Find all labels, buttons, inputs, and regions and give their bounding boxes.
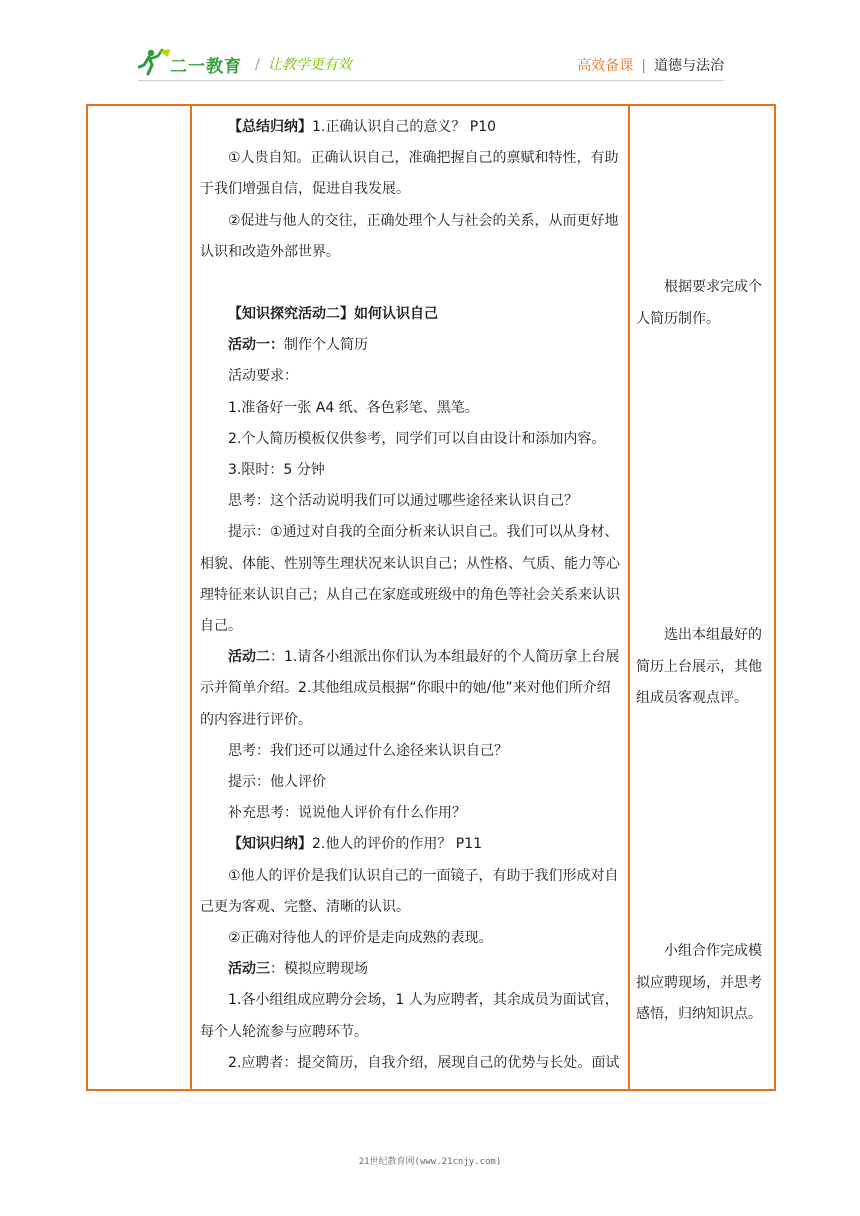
paragraph-gap [200, 268, 624, 299]
subject-label: 道德与法治 [654, 58, 724, 74]
teacher-paragraph [200, 517, 624, 642]
teacher-paragraph [200, 861, 624, 923]
body-text: 思考：这个活动说明我们可以通过哪些途径来认识自己？ [228, 493, 578, 510]
teacher-paragraph [200, 642, 624, 736]
teacher-paragraph [200, 361, 624, 392]
body-text: 3.限时：5 分钟 [228, 462, 325, 479]
lesson-table [86, 104, 776, 1091]
body-text: 1.正确认识自己的意义？ P10 [312, 119, 497, 135]
teacher-activity-column [200, 112, 624, 1079]
bold-heading-text: 【知识归纳】 [228, 836, 312, 853]
body-text: ②促进与他人的交往，正确处理个人与社会的关系，从而更好地认识和改造外部世界。 [200, 212, 619, 260]
slogan: / 让教学更有效 [255, 57, 352, 73]
body-text: ：1.请各小组派出你们认为本组最好的个人简历拿上台展示并简单介绍。2.其他组成员根据“你眼中的她/他”来对他们所介绍的内容进行评价。 [200, 649, 620, 728]
teacher-paragraph [200, 923, 624, 954]
body-text: ①他人的评价是我们认识自己的一面镜子，有助于我们形成对自己更为客观、完整、清晰的认识。 [200, 867, 619, 915]
bold-heading-text: 活动一： [228, 337, 284, 354]
header-right: 高效备课 | 道德与法治 [577, 58, 724, 74]
teacher-paragraph [200, 299, 624, 330]
body-text: 1.各小组组成应聘分会场，1 人为应聘者，其余成员为面试官，每个人轮流参与应聘环节。 [200, 992, 619, 1040]
body-text: 思考：我们还可以通过什么途径来认识自己？ [228, 742, 508, 759]
teacher-paragraph [200, 424, 624, 455]
page-header [0, 0, 860, 100]
student-activity-cell [636, 936, 772, 1031]
student-activity-cell [636, 620, 772, 715]
brand-name: 二一教育 [170, 57, 242, 77]
body-text: ：模拟应聘现场 [270, 961, 368, 978]
teacher-paragraph [200, 954, 624, 985]
teacher-paragraph [200, 206, 624, 268]
teacher-paragraph [200, 143, 624, 205]
header-divider [138, 80, 724, 81]
category-label: 高效备课 [577, 58, 634, 74]
body-text: ①人贵自知。正确认识自己，准确把握自己的禀赋和特性，有助于我们增强自信，促进自我发展。 [200, 150, 619, 198]
teacher-paragraph [200, 1048, 624, 1079]
teacher-paragraph [200, 455, 624, 486]
body-text: 2.个人简历模板仅供参考，同学们可以自由设计和添加内容。 [228, 430, 606, 447]
student-activity-text: 根据要求完成个人简历制作。 [636, 279, 762, 327]
body-text: 2.应聘者：提交简历，自我介绍，展现自己的优势与长处。面试 [228, 1054, 620, 1071]
column-divider [190, 106, 192, 1089]
body-text: 制作个人简历 [284, 337, 368, 354]
body-text: 提示：他人评价 [228, 774, 326, 791]
teacher-paragraph [200, 486, 624, 517]
teacher-paragraph [200, 393, 624, 424]
student-activity-text: 小组合作完成模拟应聘现场，并思考感悟，归纳知识点。 [636, 943, 762, 1022]
teacher-paragraph [200, 829, 624, 860]
teacher-paragraph [200, 112, 624, 143]
bold-heading-text: 活动三 [228, 961, 270, 978]
bold-heading-text: 【知识探究活动二】如何认识自己 [228, 306, 438, 323]
teacher-paragraph [200, 767, 624, 798]
body-text: 2.他人的评价的作用？ P11 [312, 836, 483, 853]
bold-heading-text: 【总结归纳】 [228, 119, 312, 135]
body-text: 提示：①通过对自我的全面分析来认识自己。我们可以从身材、相貌、体能、性别等生理状况来认识自己；从性格、气质、能力等心理特征来认识自己；从自己在家庭或班级中的角色等社会关系来认识自己。 [200, 524, 620, 635]
student-activity-text: 选出本组最好的简历上台展示，其他组成员客观点评。 [636, 627, 762, 706]
teacher-paragraph [200, 736, 624, 767]
body-text: ②正确对待他人的评价是走向成熟的表现。 [228, 930, 493, 947]
column-divider [628, 106, 630, 1089]
runner-logo-icon [138, 48, 172, 76]
page-footer: 21世纪教育网(www.21cnjy.com) [358, 1157, 502, 1167]
bold-heading-text: 活动二 [228, 649, 270, 666]
teacher-paragraph [200, 798, 624, 829]
teacher-paragraph [200, 985, 624, 1047]
body-text: 补充思考：说说他人评价有什么作用？ [228, 805, 466, 822]
teacher-paragraph [200, 330, 624, 361]
student-activity-cell [636, 272, 772, 335]
body-text: 活动要求： [228, 368, 298, 385]
body-text: 1.准备好一张 A4 纸、各色彩笔、黑笔。 [228, 399, 479, 416]
